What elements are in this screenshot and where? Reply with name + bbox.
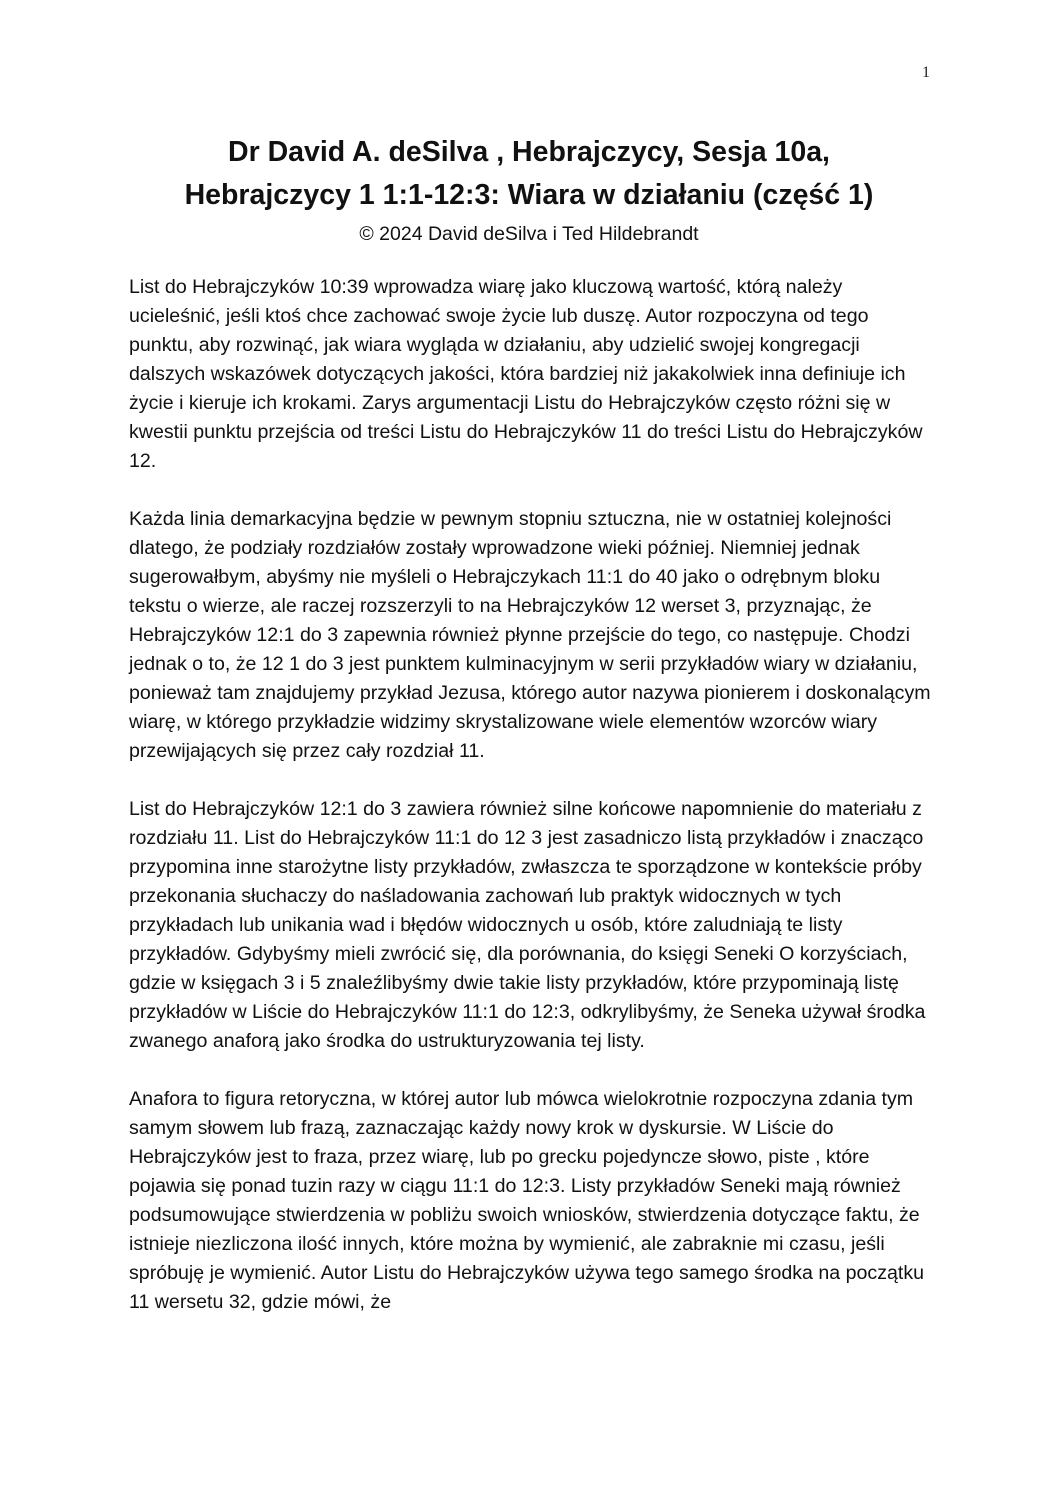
copyright-line: © 2024 David deSilva i Ted Hildebrandt — [359, 223, 699, 245]
body-text — [129, 273, 935, 1346]
paragraph: List do Hebrajczyków 10:39 wprowadza wiarę jako kluczową wartość, którą należy ucieleśnić, jeśli ktoś chce zachować swoje życie lub duszę. Autor rozpoczyna od tego punktu, aby rozwinąć, jak wiara wygląda w działaniu, aby udzielić swojej kongregacji dalszych wskazówek dotyczących jakości, która bardziej niż jakakolwiek inna definiuje ich życie i kieruje ich krokami. Zarys argumentacji Listu do Hebrajczyków często różni się w kwestii punktu przejścia od treści Listu do Hebrajczyków 11 do treści Listu do Hebrajczyków 12. — [129, 276, 923, 472]
title-line-2: Hebrajczycy 1 1:1-12:3: Wiara w działaniu (część 1) — [184, 179, 874, 211]
page-number: 1 — [922, 64, 930, 81]
paragraph: List do Hebrajczyków 12:1 do 3 zawiera również silne końcowe napomnienie do materiału z rozdziału 11. List do Hebrajczyków 11:1 do 12 3 jest zasadniczo listą przykładów i znacząco przypomina inne starożytne listy przykładów, zwłaszcza te sporządzone w kontekście próby przekonania słuchaczy do naśladowania zachowań lub praktyk widocznych w tych przykładach lub unikania wad i błędów widocznych u osób, które zaludniają te listy przykładów. Gdybyśmy mieli zwrócić się, dla porównania, do księgi Seneki O korzyściach, gdzie w księgach 3 i 5 znaleźlibyśmy dwie takie listy przykładów, które przypominają listę przykładów w Liście do Hebrajczyków 11:1 do 12:3, odkrylibyśmy, że Seneka używał środka zwanego anaforą jako środka do ustrukturyzowania tej listy. — [129, 798, 926, 1052]
title-line-1: Dr David A. deSilva , Hebrajczycy, Sesja 10a, — [228, 136, 830, 168]
document-title — [80, 131, 978, 217]
paragraph: Anafora to figura retoryczna, w której autor lub mówca wielokrotnie rozpoczyna zdania tym samym słowem lub frazą, zaznaczając każdy nowy krok w dyskursie. W Liście do Hebrajczyków jest to fraza, przez wiarę, lub po grecku pojedyncze słowo, piste , które pojawia się ponad tuzin razy w ciągu 11:1 do 12:3. Listy przykładów Seneki mają również podsumowujące stwierdzenia w pobliżu swoich wniosków, stwierdzenia dotyczące faktu, że istnieje niezliczona ilość innych, które można by wymienić, ale zabraknie mi czasu, jeśli spróbuję je wymienić. Autor Listu do Hebrajczyków używa tego samego środka na początku 11 wersetu 32, gdzie mówi, że — [129, 1088, 925, 1313]
paragraph: Każda linia demarkacyjna będzie w pewnym stopniu sztuczna, nie w ostatniej kolejności dlatego, że podziały rozdziałów zostały wprowadzone wieki później. Niemniej jednak sugerowałbym, abyśmy nie myśleli o Hebrajczykach 11:1 do 40 jako o odrębnym bloku tekstu o wierze, ale raczej rozszerzyli to na Hebrajczyków 12 werset 3, przyznając, że Hebrajczyków 12:1 do 3 zapewnia również płynne przejście do tego, co następuje. Chodzi jednak o to, że 12 1 do 3 jest punktem kulminacyjnym w serii przykładów wiary w działaniu, ponieważ tam znajdujemy przykład Jezusa, którego autor nazywa pionierem i doskonalącym wiarę, w którego przykładzie widzimy skrystalizowane wiele elementów wzorców wiary przewijających się przez cały rozdział 11. — [129, 508, 931, 762]
